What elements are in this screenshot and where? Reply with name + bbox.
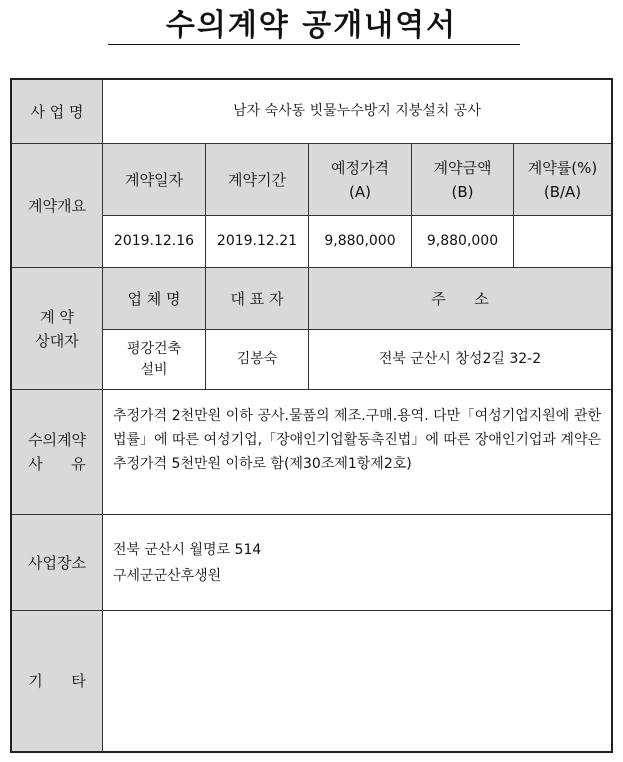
estimated-price-header-line2: (A) <box>349 182 371 201</box>
business-site-value <box>103 515 611 611</box>
reason-label-line2: 사 유 <box>28 455 86 473</box>
reason-cell <box>103 390 611 515</box>
estimated-price-header-line1: 예정가격 <box>331 158 389 177</box>
contract-amount-header <box>412 144 514 216</box>
company-name-value <box>103 330 206 390</box>
contract-period-header-text: 계약기간 <box>228 170 286 189</box>
contract-amount-header-line2: (B) <box>451 182 474 201</box>
contract-date-header-text: 계약일자 <box>125 170 183 189</box>
estimated-price-value: 9,880,000 <box>309 216 412 268</box>
company-name-line1: 평강건축 <box>126 341 182 358</box>
other-label: 기 타 <box>12 611 103 751</box>
contract-overview-label: 계약개요 <box>12 144 103 268</box>
counterparty-label <box>12 268 103 390</box>
representative-header: 대 표 자 <box>206 268 309 330</box>
contract-rate-header-line2: (B/A) <box>543 182 582 201</box>
contract-rate-header-line1: 계약률(%) <box>527 158 598 177</box>
contract-amount-value: 9,880,000 <box>412 216 514 268</box>
reason-label <box>12 390 103 515</box>
contract-amount-header-line1: 계약금액 <box>433 158 492 177</box>
contract-rate-header <box>514 144 611 216</box>
contract-disclosure-table <box>10 78 613 753</box>
counterparty-label-line2: 상대자 <box>35 331 79 350</box>
business-name-value: 남자 숙사동 빗물누수방지 지붕설치 공사 <box>103 80 611 144</box>
business-site-line2: 구세군군산후생원 <box>113 567 222 584</box>
contract-rate-value <box>514 216 611 268</box>
contract-date-header <box>103 144 206 216</box>
other-value <box>103 611 611 751</box>
business-site-line1: 전북 군산시 월명로 514 <box>113 541 262 558</box>
company-name-line2: 설비 <box>140 361 168 378</box>
reason-label-line1: 수의계약 <box>28 431 86 449</box>
address-value: 전북 군산시 창성2길 32-2 <box>309 330 611 390</box>
representative-value: 김봉숙 <box>206 330 309 390</box>
estimated-price-header <box>309 144 412 216</box>
contract-period-header <box>206 144 309 216</box>
contract-period-value: 2019.12.21 <box>206 216 309 268</box>
business-name-label: 사 업 명 <box>12 80 103 144</box>
counterparty-label-line1: 계 약 <box>40 307 74 326</box>
document-title: 수의계약 공개내역서 <box>165 8 458 43</box>
business-site-label: 사업장소 <box>12 515 103 611</box>
address-header: 주 소 <box>309 268 611 330</box>
company-name-header: 업 체 명 <box>103 268 206 330</box>
title-underline <box>108 44 520 45</box>
reason-text: 추정가격 2천만원 이하 공사.물품의 제조.구매.용역. 다만「여성기업지원에 관한 법률」에 따른 여성기업,「장애인기업활동촉진법」에 따른 장애인기업과 계약은 추정가격 5천만원 이하로 함(제30조제1항제2호) <box>113 408 601 472</box>
contract-date-value: 2019.12.16 <box>103 216 206 268</box>
